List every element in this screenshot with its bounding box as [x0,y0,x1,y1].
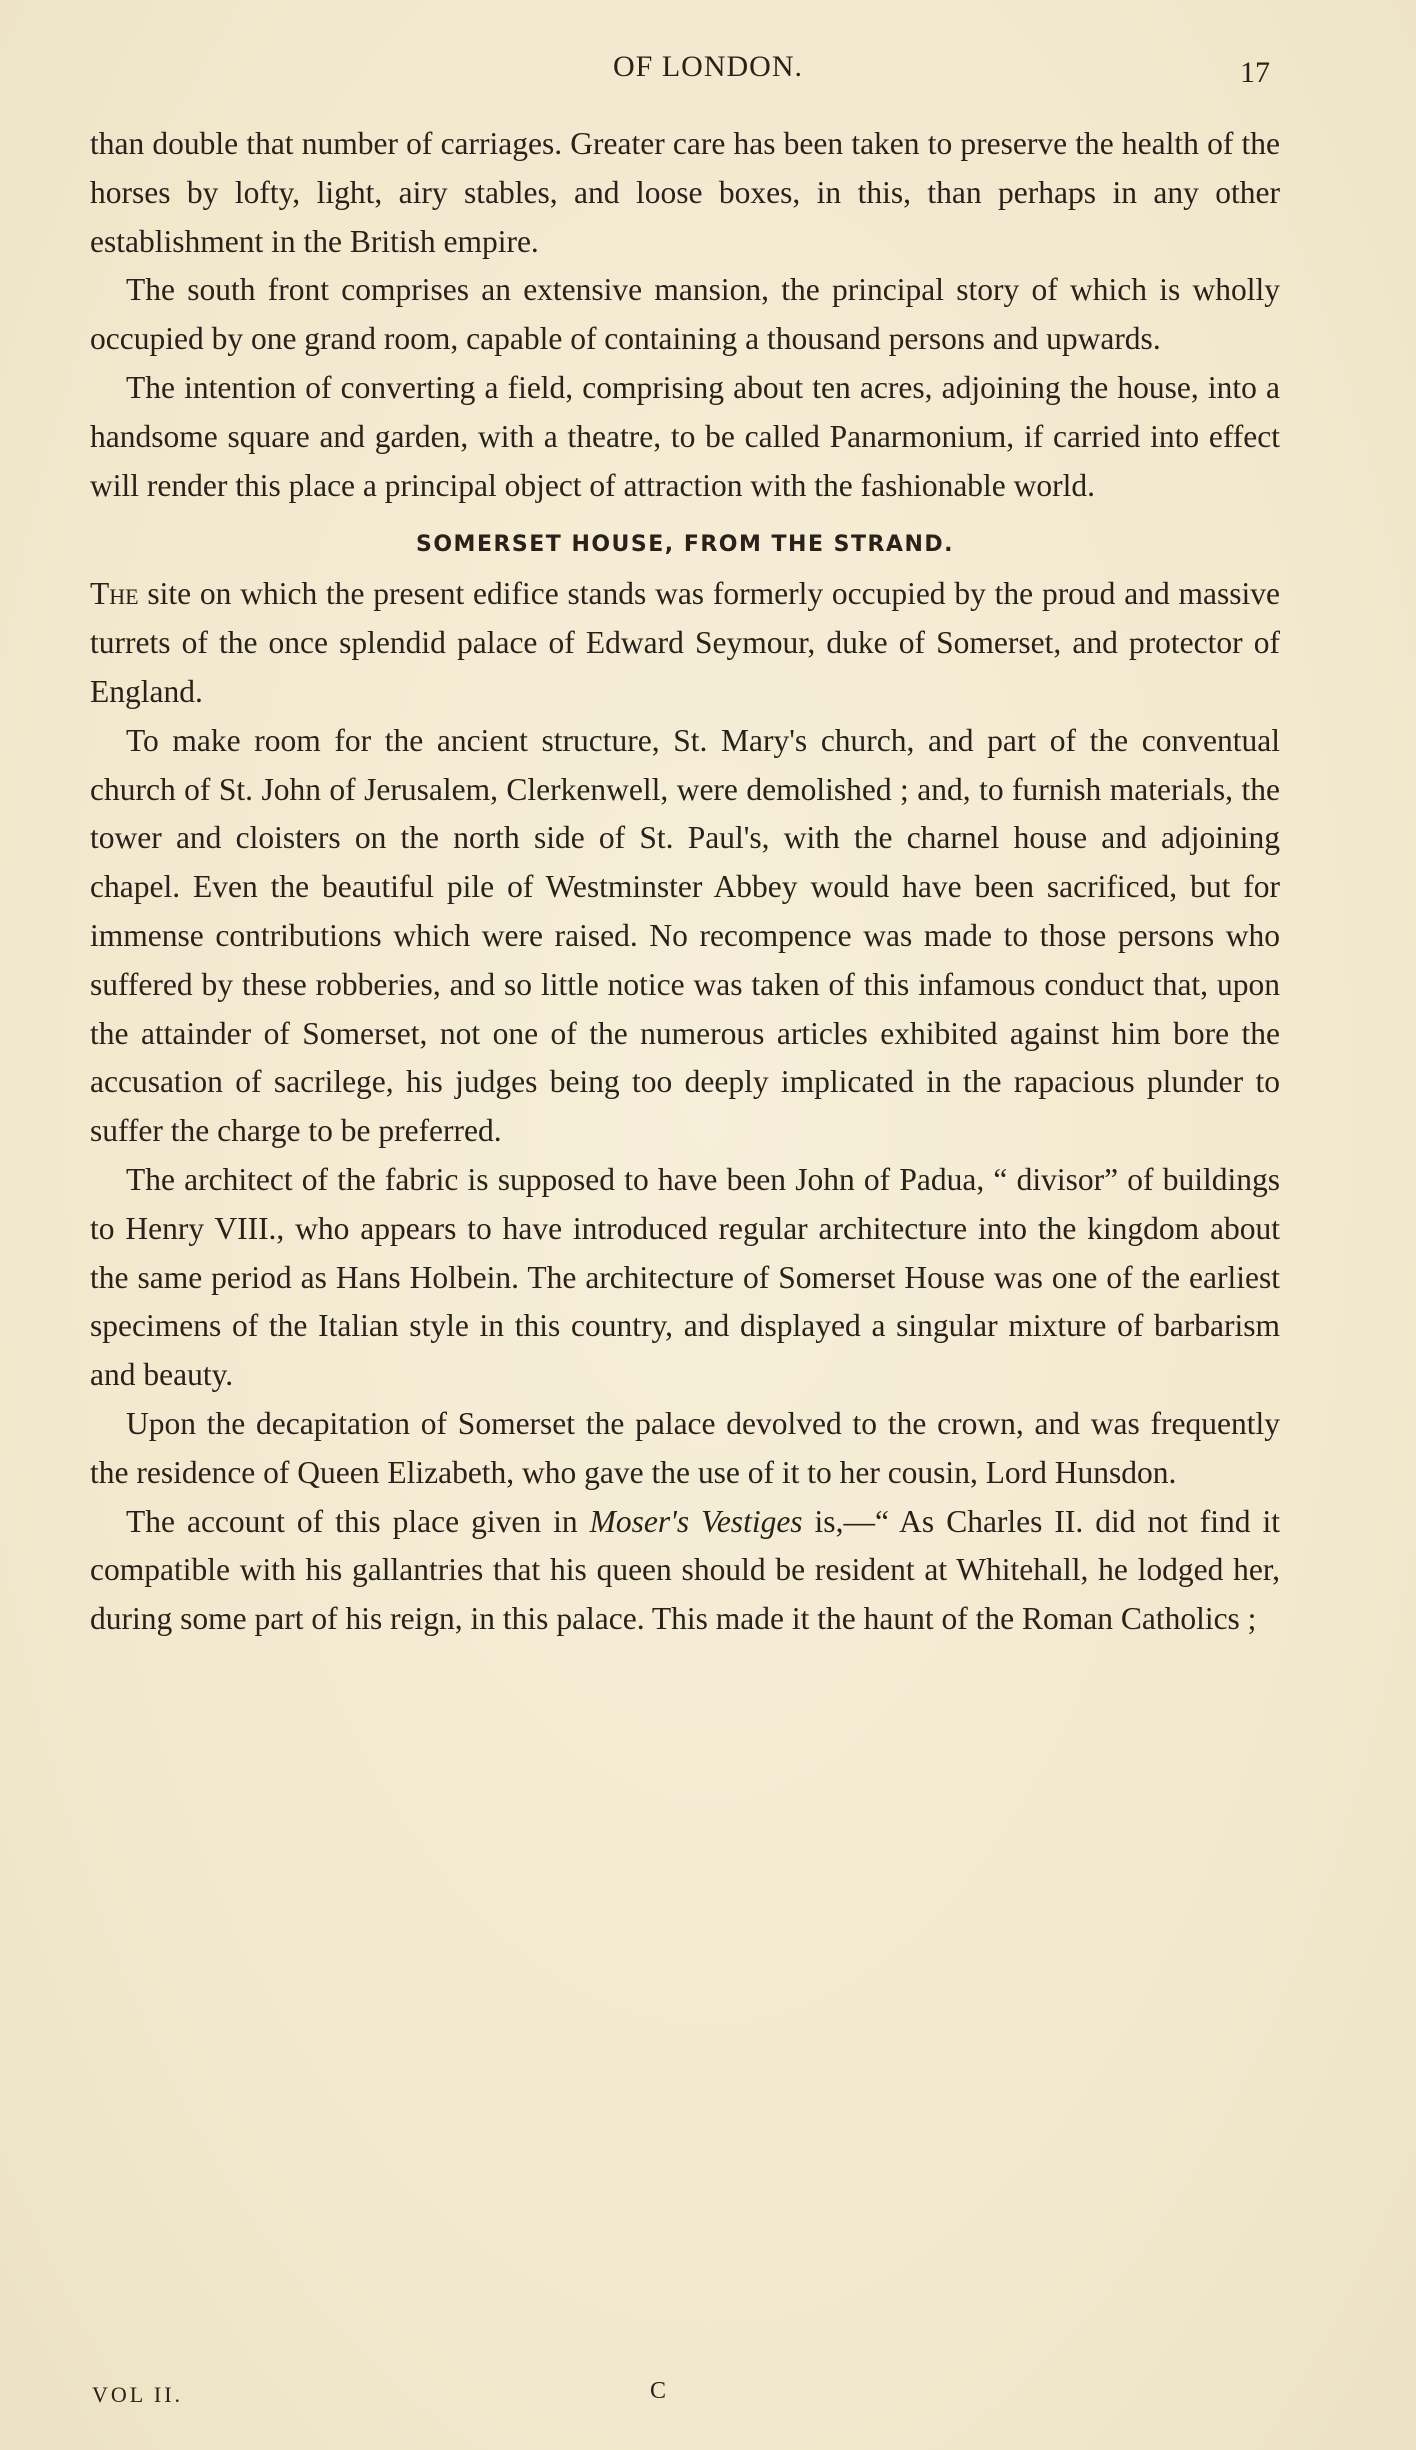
paragraph-architect: The architect of the fabric is supposed to have been John of Padua, “ divisor” of buildings to Henry VIII., who appears to have introduced regular architecture into the kingdom about the same period as Hans Holbein. The architecture of Somerset House was one of the earliest specimens of the Italian style in this country, and displayed a singular mixture of barbarism and beauty. [90,1161,1280,1393]
paragraph-panarmonium: The intention of converting a field, comprising about ten acres, adjoining the house, into a handsome square and garden, with a theatre, to be called Panarmonium, if carried into effect will render this place a principal object of attraction with the fashionable world. [90,369,1280,503]
paragraph-south-front: The south front comprises an extensive mansion, the principal story of which is wholly occupied by one grand room, capable of containing a thousand persons and upwards. [90,272,1280,357]
running-head-title: OF LONDON. [613,50,803,83]
paragraph-decapitation: Upon the decapitation of Somerset the palace devolved to the crown, and was frequently the residence of Queen Elizabeth, who gave the use of it to her cousin, Lord Hunsdon. [90,1405,1280,1490]
section-heading: SOMERSET HOUSE, FROM THE STRAND. [416,532,954,558]
moser-text-after: is,—“ As Charles II. did not find it compatible with his gallantries that his queen should be resident at Whitehall, he lodged her, during some part of his reign, in this palace. This made it the haunt of the Roman Catholics ; [90,1503,1280,1637]
volume-signature: VOL II. [92,2382,184,2407]
moser-book-title: Moser's Vestiges [589,1503,803,1539]
body-text [90,120,1280,1644]
paragraph-moser-account [90,1498,1280,1644]
section-first-paragraph [90,570,1280,716]
signature-mark: C [650,2378,667,2404]
paragraph-demolitions: To make room for the ancient structure, St. Mary's church, and part of the conventual church of St. John of Jerusalem, Clerkenwell, were demolished ; and, to furnish materials, the tower and cloisters on the north side of St. Paul's, with the charnel house and adjoining chapel. Even the beautiful pile of Westminster Abbey would have been sacrificed, but for immense contributions which were raised. No recompence was made to those persons who suffered by these robberies, and so little notice was taken of this infamous conduct that, upon the attainder of Somerset, not one of the numerous articles exhibited against him bore the accusation of sacrilege, his judges being too deeply implicated in the rapacious plunder to suffer the charge to be preferred. [90,722,1280,1149]
section-first-word: The [90,576,139,612]
paragraph-continuation: than double that number of carriages. Greater care has been taken to preserve the health of the horses by lofty, light, airy stables, and loose boxes, in this, than perhaps in any other establishment in the British empire. [90,126,1280,259]
page-number: 17 [1240,56,1270,89]
moser-text-before: The account of this place given in [126,1503,590,1539]
section-first-paragraph-text: site on which the present edifice stands was formerly occupied by the proud and massive turrets of the once splendid palace of Edward Seymour, duke of Somerset, and protector of England. [90,576,1280,709]
